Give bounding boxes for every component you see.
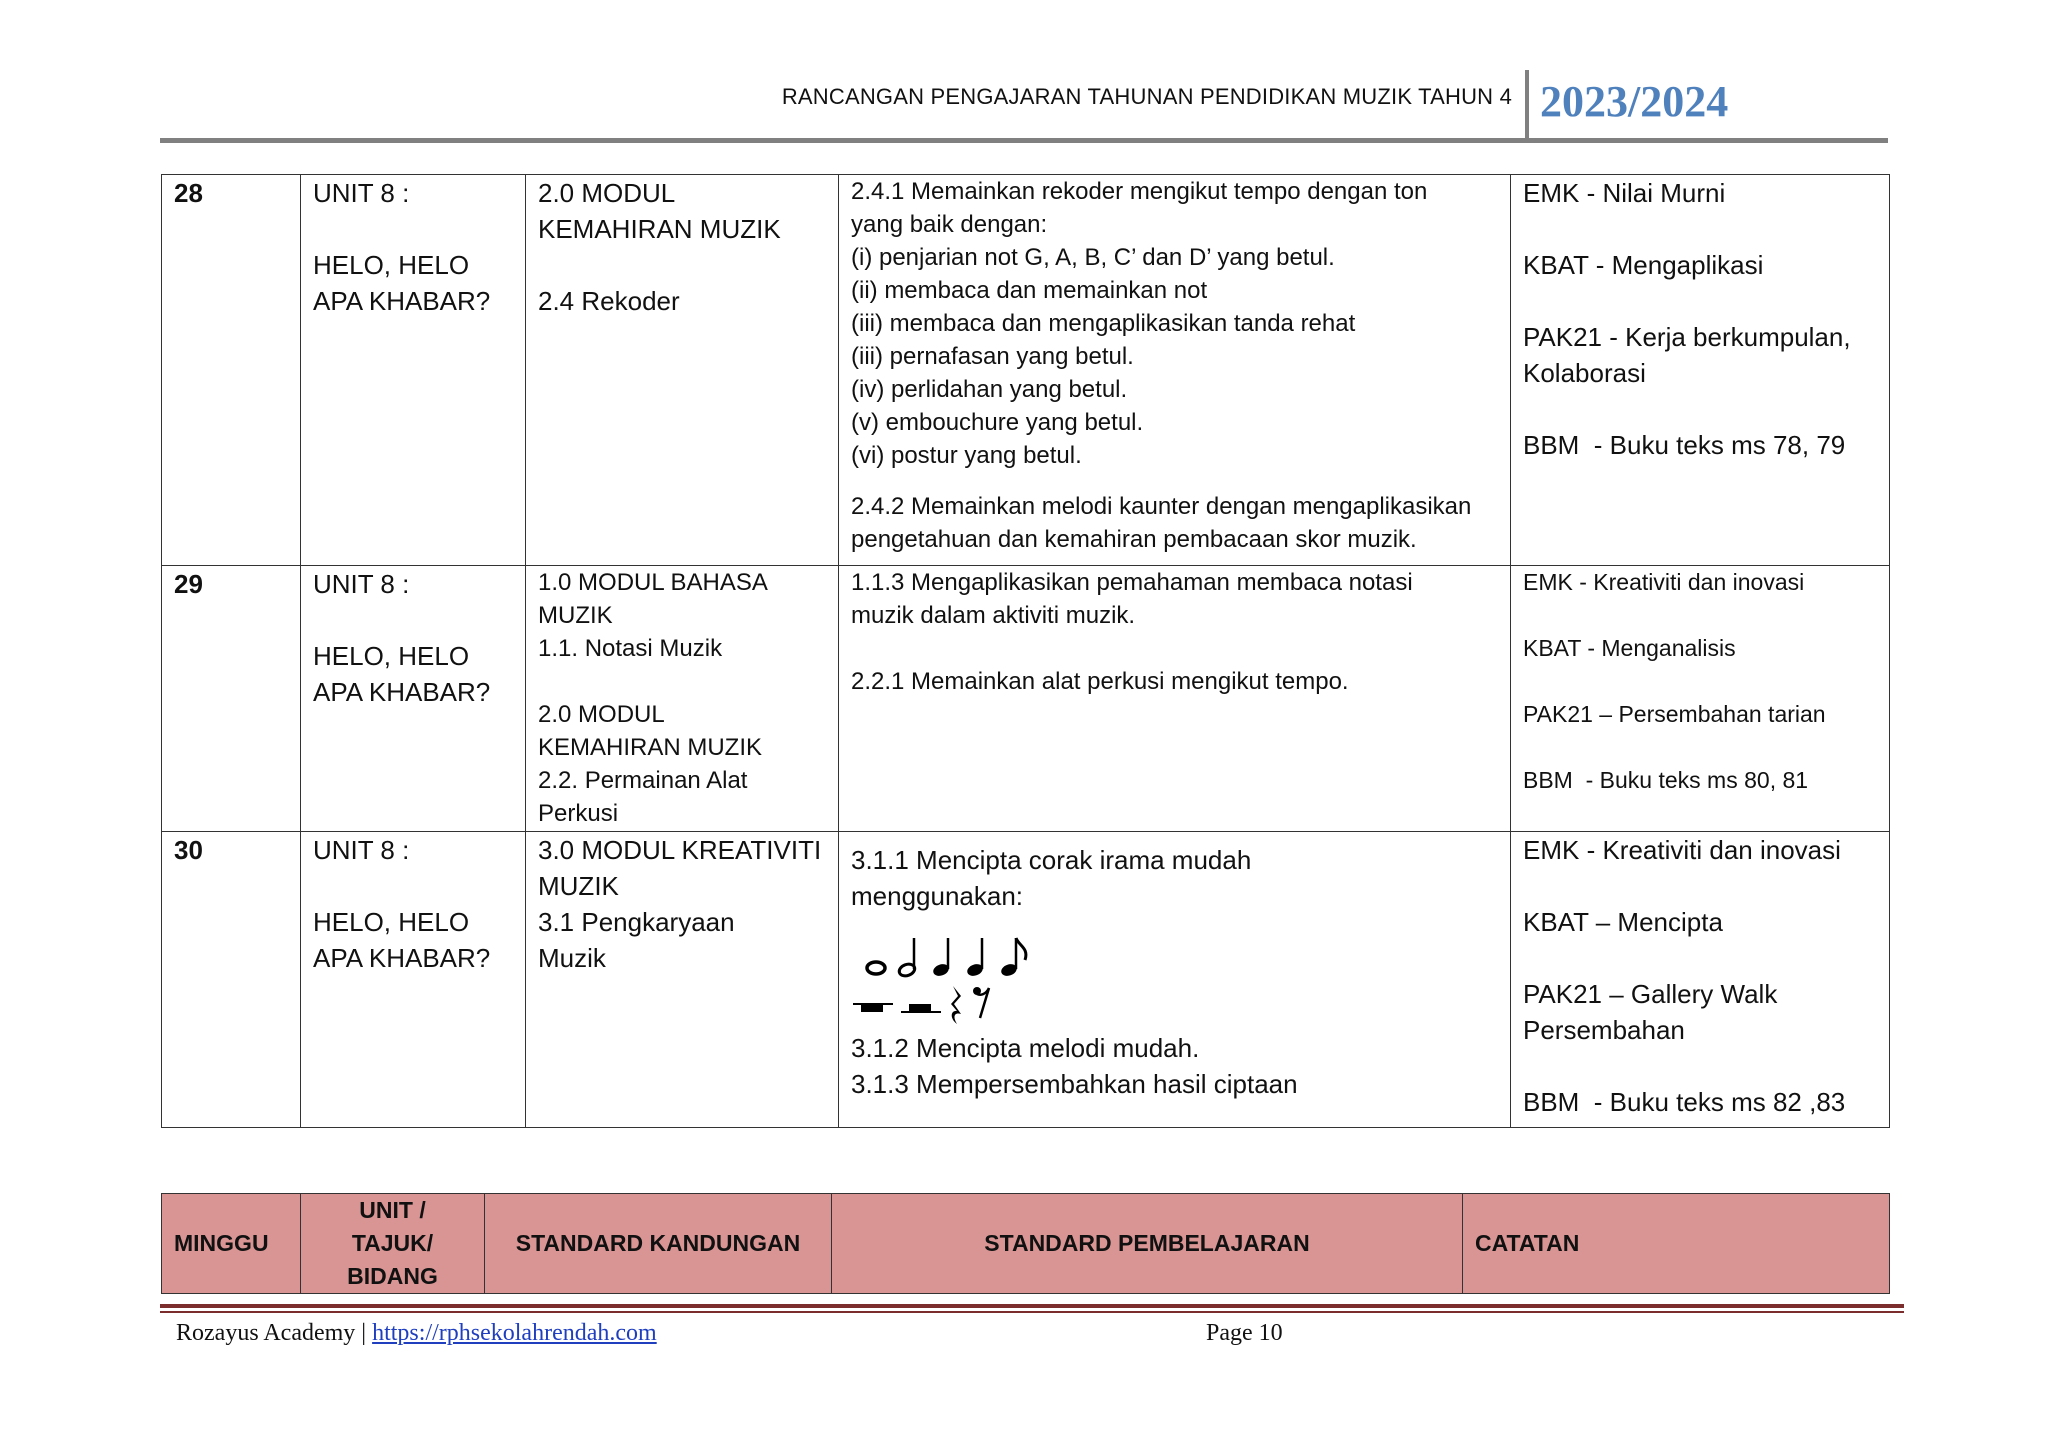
column-header-unit [301, 1194, 485, 1294]
week-number: 30 [162, 832, 301, 1128]
footer-rule [160, 1304, 1904, 1308]
module-line: 2.2. Permainan Alat [538, 767, 748, 794]
unit-title-line1: HELO, HELO [313, 250, 470, 280]
learning-standard-line: 3.1.2 Mencipta melodi mudah. [851, 1033, 1200, 1063]
table-row-week-30 [162, 832, 1890, 1128]
document-title: RANCANGAN PENGAJARAN TAHUNAN PENDIDIKAN MUZIK TAHUN 4 [781, 84, 1512, 109]
module-line1: 2.0 MODUL [538, 178, 676, 208]
footer-rule-thin [160, 1311, 1904, 1313]
module-line2: KEMAHIRAN MUZIK [538, 214, 781, 244]
note-symbols [851, 924, 1498, 978]
learning-standard-cell [839, 566, 1511, 832]
note-pak21-cont: Kolaborasi [1523, 358, 1646, 388]
table-row-week-28 [162, 175, 1890, 566]
module-line: MUZIK [538, 871, 619, 901]
module-line: 1.0 MODUL BAHASA [538, 569, 768, 596]
learning-standard-line: (i) penjarian not G, A, B, C’ dan D’ yang betul. [851, 244, 1335, 271]
module-line: Perkusi [538, 800, 619, 827]
learning-standard-line: 1.1.3 Mengaplikasikan pemahaman membaca notasi [851, 569, 1413, 596]
column-header-unit-line: UNIT / [359, 1197, 426, 1223]
learning-standard-line: (v) embouchure yang betul. [851, 409, 1144, 436]
footer-publisher: Rozayus Academy | [176, 1320, 367, 1346]
content-standard-cell [526, 175, 839, 566]
notes-cell [1511, 566, 1890, 832]
note-kbat: KBAT - Mengaplikasi [1523, 250, 1764, 280]
note-emk: EMK - Nilai Murni [1523, 178, 1726, 208]
table-row-week-29 [162, 566, 1890, 832]
learning-standard-line: (ii) membaca dan memainkan not [851, 277, 1208, 304]
lesson-plan-table [161, 174, 1890, 1128]
column-header-minggu: MINGGU [162, 1194, 301, 1294]
unit-title-line2: APA KHABAR? [313, 286, 491, 316]
learning-standard-line: 3.1.1 Mencipta corak irama mudah [851, 845, 1252, 875]
column-header-standard-pembelajaran: STANDARD PEMBELAJARAN [832, 1194, 1463, 1294]
rest-symbols [851, 978, 1498, 1022]
learning-standard-cell [839, 832, 1511, 1128]
half-note-icon [897, 934, 923, 978]
column-header-catatan: CATATAN [1463, 1194, 1890, 1294]
whole-note-icon [863, 934, 889, 978]
learning-standard-line: (vi) postur yang betul. [851, 442, 1082, 469]
quarter-note-icon [965, 934, 991, 978]
unit-cell [301, 175, 526, 566]
header-rule [160, 138, 1888, 143]
learning-standard-line: 2.2.1 Memainkan alat perkusi mengikut tempo. [851, 668, 1349, 695]
week-number: 28 [162, 175, 301, 566]
page-number: Page 10 [1206, 1320, 1283, 1346]
footer-left [176, 1320, 657, 1347]
table-header-row [161, 1193, 1890, 1294]
column-header-unit-line: TAJUK/ [351, 1230, 434, 1256]
module-line: Muzik [538, 943, 606, 973]
module-line: 2.0 MODUL [538, 701, 665, 728]
learning-standard-line: pengetahuan dan kemahiran pembacaan skor muzik. [851, 526, 1417, 553]
note-bbm: BBM - Buku teks ms 80, 81 [1523, 767, 1809, 793]
learning-standard-line: yang baik dengan: [851, 211, 1048, 238]
learning-standard-line: 2.4.2 Memainkan melodi kaunter dengan mengaplikasikan [851, 493, 1472, 520]
content-standard-cell [526, 832, 839, 1128]
unit-title-line2: APA KHABAR? [313, 677, 491, 707]
quarter-rest-icon [947, 984, 967, 1028]
learning-standard-line: 3.1.3 Mempersembahkan hasil ciptaan [851, 1069, 1298, 1099]
notes-cell [1511, 832, 1890, 1128]
learning-standard-line: (iii) pernafasan yang betul. [851, 343, 1134, 370]
unit-title-line1: HELO, HELO [313, 907, 470, 937]
quarter-note-icon [931, 934, 957, 978]
learning-standard-line: 2.4.1 Memainkan rekoder mengikut tempo dengan ton [851, 178, 1428, 205]
module-line: 1.1. Notasi Muzik [538, 635, 723, 662]
document-year: 2023/2024 [1540, 77, 1729, 126]
eighth-rest-icon [971, 982, 993, 1022]
column-header-standard-kandungan: STANDARD KANDUNGAN [485, 1194, 832, 1294]
module-line: 3.0 MODUL KREATIVITI [538, 835, 822, 865]
unit-cell [301, 832, 526, 1128]
unit-title-line1: HELO, HELO [313, 641, 470, 671]
week-number: 29 [162, 566, 301, 832]
note-pak21: PAK21 - Kerja berkumpulan, [1523, 322, 1851, 352]
unit-label: UNIT 8 : [313, 835, 410, 865]
half-rest-icon [899, 992, 943, 1022]
header-separator [1525, 70, 1529, 138]
note-emk: EMK - Kreativiti dan inovasi [1523, 569, 1805, 595]
unit-label: UNIT 8 : [313, 569, 410, 599]
learning-standard-line: (iv) perlidahan yang betul. [851, 376, 1128, 403]
note-pak21: PAK21 – Gallery Walk [1523, 979, 1778, 1009]
note-kbat: KBAT – Mencipta [1523, 907, 1723, 937]
learning-standard-cell [839, 175, 1511, 566]
module-line: MUZIK [538, 602, 613, 629]
learning-standard-line: menggunakan: [851, 881, 1024, 911]
unit-cell [301, 566, 526, 832]
note-bbm: BBM - Buku teks ms 82 ,83 [1523, 1087, 1846, 1117]
note-pak21-cont: Persembahan [1523, 1015, 1685, 1045]
unit-title-line2: APA KHABAR? [313, 943, 491, 973]
footer-link[interactable]: https://rphsekolahrendah.com [372, 1320, 657, 1346]
content-standard-cell [526, 566, 839, 832]
note-emk: EMK - Kreativiti dan inovasi [1523, 835, 1841, 865]
column-header-unit-line: BIDANG [347, 1263, 438, 1289]
note-bbm: BBM - Buku teks ms 78, 79 [1523, 430, 1846, 460]
module-line: KEMAHIRAN MUZIK [538, 734, 763, 761]
notes-cell [1511, 175, 1890, 566]
learning-standard-line: (iii) membaca dan mengaplikasikan tanda rehat [851, 310, 1356, 337]
module-line: 3.1 Pengkaryaan [538, 907, 735, 937]
note-kbat: KBAT - Menganalisis [1523, 635, 1736, 661]
module-topic: 2.4 Rekoder [538, 286, 680, 316]
unit-label: UNIT 8 : [313, 178, 410, 208]
eighth-note-icon [999, 934, 1031, 978]
note-pak21: PAK21 – Persembahan tarian [1523, 701, 1826, 727]
learning-standard-line: muzik dalam aktiviti muzik. [851, 602, 1136, 629]
whole-rest-icon [851, 992, 895, 1022]
